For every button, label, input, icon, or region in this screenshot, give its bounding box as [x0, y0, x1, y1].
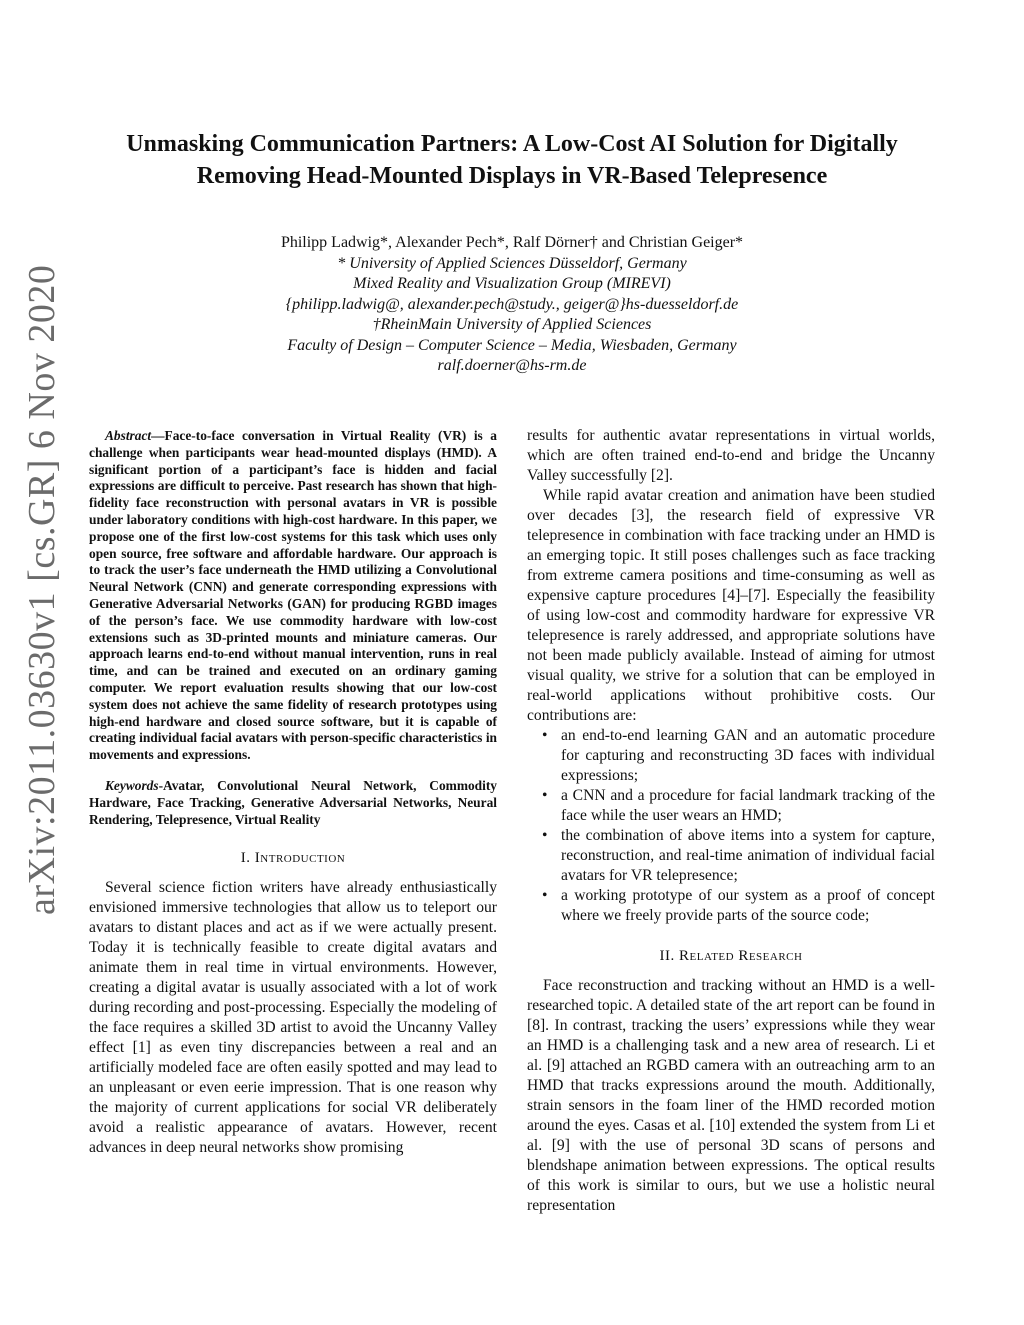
contribution-text: a working prototype of our system as a proof of concept where we freely provide parts of the source code;	[561, 887, 935, 924]
keywords	[89, 778, 497, 828]
contributions-list	[527, 726, 935, 926]
contribution-item	[542, 726, 935, 786]
left-column	[89, 428, 497, 1158]
affiliation-2: †RheinMain University of Applied Sciences	[372, 316, 652, 333]
contribution-item	[542, 786, 935, 826]
section-2-number: II.	[659, 948, 675, 964]
section-2-title: Related Research	[679, 948, 803, 964]
author-block	[60, 233, 964, 377]
section-2-heading	[527, 946, 935, 966]
bullet-icon: •	[542, 827, 548, 844]
affiliation-2-dept: Faculty of Design – Computer Science – Media, Wiesbaden, Germany	[287, 336, 737, 354]
intro-paragraph-1: Several science fiction writers have already enthusiastically envisioned immersive technologies that allow us to teleport our avatars to distant places and act as if we were actually present. Today it is technically feasible to create digital avatars and animate them in real time in virtual environments. However, creating a digital avatar is usually associated with a lot of work during recording and post-processing. Especially the modeling of the face requires a skilled 3D artist to avoid the Uncanny Valley effect [1] as even tiny discrepancies between a real and an artificially modeled face are often easily spotted and may lead to an unpleasant or even eerie impression. That is one reason why the majority of current applications for social VR deliberately avoid a realistic appearance of avatars. However, recent advances in deep neural networks show promising	[89, 879, 497, 1157]
right-column	[527, 426, 935, 1216]
arxiv-stamp: arXiv:2011.03630v1 [cs.GR] 6 Nov 2020	[21, 264, 63, 915]
affiliation-1-email: {philipp.ladwig@, alexander.pech@study., geiger@}hs-duesseldorf.de	[285, 295, 739, 313]
contribution-text: the combination of above items into a system for capture, reconstruction, and real-time animation of individual facial avatars for VR telepresence;	[561, 827, 935, 884]
title-line-1: Unmasking Communication Partners: A Low-Cost AI Solution for Digitally	[126, 131, 898, 157]
keywords-text: -Avatar, Convolutional Neural Network, Commodity Hardware, Face Tracking, Generative Adversarial Networks, Neural Rendering, Telepresence, Virtual Reality	[89, 777, 497, 827]
affiliation-1: * University of Applied Sciences Düsseldorf, Germany	[337, 254, 687, 272]
contribution-text: a CNN and a procedure for facial landmark tracking of the face while the user wears an HMD;	[561, 787, 935, 824]
section-1-title: Introduction	[254, 850, 346, 867]
intro-paragraph-2: While rapid avatar creation and animation have been studied over decades [3], the research field of expressive VR telepresence in combination with face tracking under an HMD is an emerging topic. It still poses challenges such as face tracking from extreme camera positions and time-consuming as well as expensive capture procedures [4]–[7]. Especially the feasibility of using low-cost and commodity hardware for expressive VR telepresence is rarely addressed, and appropriate solutions have not been made publicly available. Instead of aiming for utmost visual quality, we strive for a solution that can be employed in real-world applications without prohibitive costs. Our contributions are:	[527, 487, 935, 724]
abstract	[89, 428, 497, 764]
affiliation-2-email: ralf.doerner@hs-rm.de	[437, 357, 587, 374]
abstract-text: —Face-to-face conversation in Virtual Reality (VR) is a challenge when participants wear head-mounted displays (HMD). A significant portion of a participant’s face is hidden and facial expressions are difficult to perceive. Past research has shown that high-fidelity face reconstruction with personal avatars in VR is possible under laboratory conditions with high-cost hardware. In this paper, we propose one of the first low-cost systems for this task which uses only open source, free software and affordable hardware. Our approach is to track the user’s face underneath the HMD utilizing a Convolutional Neural Network (CNN) and generate corresponding expressions with Generative Adversarial Networks (GAN) for producing RGBD images of the person’s face. We use commodity hardware with low-cost extensions such as 3D-printed mounts and miniature cameras. Our approach learns end-to-end without manual intervention, runs in real time, and can be trained and executed on an ordinary gaming computer. We report evaluation results showing that our low-cost system does not achieve the same fidelity of research prototypes using high-end hardware and closed source software, but it is capable of creating individual facial avatars with person-specific characteristics in movements and expressions.	[89, 428, 497, 763]
paper-title	[60, 128, 964, 192]
contribution-item	[542, 886, 935, 926]
bullet-icon: •	[542, 727, 548, 744]
bullet-icon: •	[542, 887, 548, 904]
section-1-heading	[89, 848, 497, 868]
abstract-label: Abstract	[105, 428, 152, 443]
contribution-text: an end-to-end learning GAN and an automatic procedure for capturing and reconstructing 3D faces with individual expressions;	[561, 727, 935, 784]
intro-paragraph-continued: results for authentic avatar representations in virtual worlds, which are often trained end-to-end and bridge the Uncanny Valley successfully [2].	[527, 427, 935, 484]
title-line-2: Removing Head-Mounted Displays in VR-Based Telepresence	[196, 163, 828, 189]
section-1-number: I.	[240, 850, 251, 867]
author-names: Philipp Ladwig*, Alexander Pech*, Ralf Dörner† and Christian Geiger*	[280, 234, 744, 251]
affiliation-1-group: Mixed Reality and Visualization Group (MIREVI)	[353, 275, 671, 292]
keywords-label: Keywords	[105, 777, 159, 793]
contribution-item	[542, 826, 935, 886]
related-paragraph-1: Face reconstruction and tracking without an HMD is a well-researched topic. A detailed state of the art report can be found in [8]. In contrast, tracking the users’ expressions while they wear an HMD is a challenging task and a new area of research. Li et al. [9] attached an RGBD camera with an outreaching arm to an HMD that tracks expressions around the mouth. Additionally, strain sensors in the foam liner of the HMD recorded motion around the eyes. Casas et al. [10] extended the system from Li et al. [9] with the use of personal 3D scans of persons and blendshape animation between expressions. The optical results of this work is similar to ours, but we use a holistic neural representation	[527, 977, 935, 1214]
bullet-icon: •	[542, 787, 548, 804]
